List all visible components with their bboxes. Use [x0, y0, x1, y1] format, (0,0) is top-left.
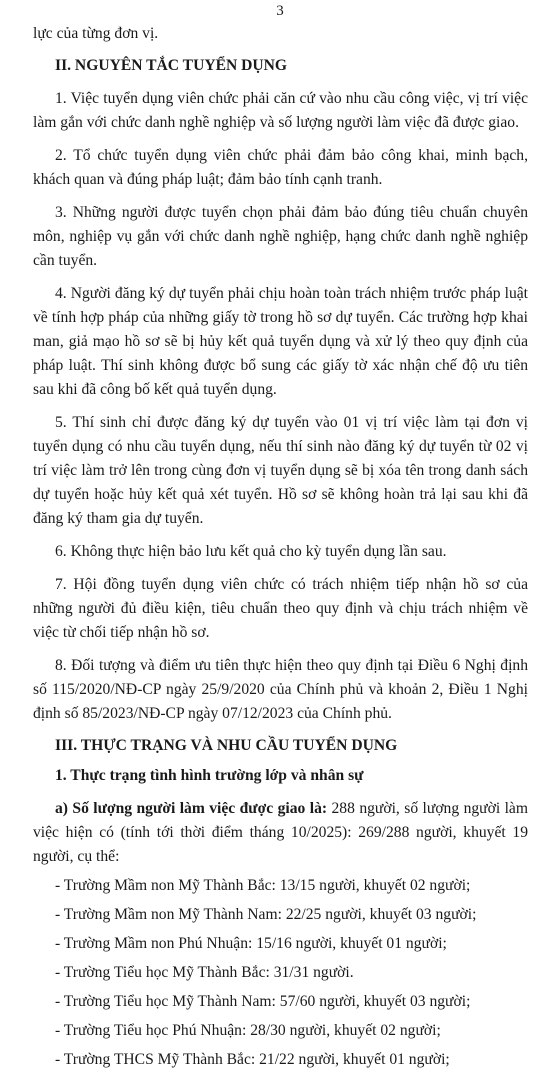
section-3-heading: III. THỰC TRẠNG VÀ NHU CẦU TUYỂN DỤNG	[55, 737, 398, 754]
school-item: - Trường Tiểu học Mỹ Thành Bắc: 31/31 người.	[55, 964, 354, 981]
section-3-subheading: 1. Thực trạng tình hình trường lớp và nhân sự	[55, 767, 364, 784]
school-item: - Trường Mầm non Phú Nhuận: 15/16 người, khuyết 01 người;	[55, 935, 447, 952]
principle-item: 3. Những người được tuyển chọn phải đảm bảo đúng tiêu chuẩn chuyên môn, nghiệp vụ gắn với chức danh nghề nghiệp, hạng chức danh nghề nghiệp cần tuyển.	[33, 204, 528, 269]
section-2-heading: II. NGUYÊN TẮC TUYỂN DỤNG	[55, 57, 288, 74]
principle-item: 6. Không thực hiện bảo lưu kết quả cho kỳ tuyển dụng lần sau.	[55, 543, 447, 560]
principle-item: 1. Việc tuyển dụng viên chức phải căn cứ vào nhu cầu công việc, vị trí việc làm gắn với chức danh nghề nghiệp và số lượng người làm việc đã được giao.	[33, 90, 528, 131]
staffing-summary-text: 288 người, số lượng người làm việc hiện có (tính tới thời điểm tháng 10/2025): 269/288 người, khuyết 19 người, cụ thể:	[33, 800, 528, 865]
principle-item: 5. Thí sinh chỉ được đăng ký dự tuyển vào 01 vị trí việc làm tại đơn vị tuyển dụng có nhu cầu tuyển dụng, nếu thí sinh nào đăng ký dự tuyển từ 02 vị trí việc làm trở lên trong cùng đơn vị tuyển dụng sẽ bị xóa tên trong danh sách dự tuyển hoặc hủy kết quả xét tuyển. Hồ sơ sẽ không hoàn trả lại sau khi đã đăng ký tham gia dự tuyển.	[33, 414, 528, 527]
intro-line: lực của từng đơn vị.	[33, 25, 159, 42]
principle-item: 2. Tổ chức tuyển dụng viên chức phải đảm bảo công khai, minh bạch, khách quan và đúng pháp luật; đảm bảo tính cạnh tranh.	[33, 147, 528, 188]
school-item: - Trường Mầm non Mỹ Thành Bắc: 13/15 người, khuyết 02 người;	[55, 877, 471, 894]
staffing-summary-label: a) Số lượng người làm việc được giao là:	[55, 800, 328, 817]
school-item: - Trường Tiểu học Mỹ Thành Nam: 57/60 người, khuyết 03 người;	[55, 993, 471, 1010]
staffing-summary	[33, 797, 528, 869]
principle-item: 4. Người đăng ký dự tuyển phải chịu hoàn toàn trách nhiệm trước pháp luật về tính hợp pháp của những giấy tờ trong hồ sơ dự tuyển. Các trường hợp khai man, giả mạo hồ sơ sẽ bị hủy kết quả tuyển dụng và xử lý theo quy định của pháp luật. Thí sinh không được bổ sung các giấy tờ xác nhận chế độ ưu tiên sau khi đã công bố kết quả tuyển dụng.	[33, 285, 528, 398]
school-item: - Trường Tiểu học Phú Nhuận: 28/30 người, khuyết 02 người;	[55, 1022, 441, 1039]
principle-item: 7. Hội đồng tuyển dụng viên chức có trách nhiệm tiếp nhận hồ sơ của những người đủ điều kiện, tiêu chuẩn theo quy định và chịu trách nhiệm về việc từ chối tiếp nhận hồ sơ.	[33, 576, 528, 641]
document-body	[33, 22, 528, 1072]
principle-item: 8. Đối tượng và điểm ưu tiên thực hiện theo quy định tại Điều 6 Nghị định số 115/2020/NĐ-CP ngày 25/9/2020 của Chính phủ và khoản 2, Điều 1 Nghị định số 85/2023/NĐ-CP ngày 07/12/2023 của Chính phủ.	[33, 657, 528, 722]
page-number: 3	[276, 3, 284, 19]
school-item: - Trường Mầm non Mỹ Thành Nam: 22/25 người, khuyết 03 người;	[55, 906, 477, 923]
school-item: - Trường THCS Mỹ Thành Bắc: 21/22 người, khuyết 01 người;	[55, 1051, 450, 1068]
